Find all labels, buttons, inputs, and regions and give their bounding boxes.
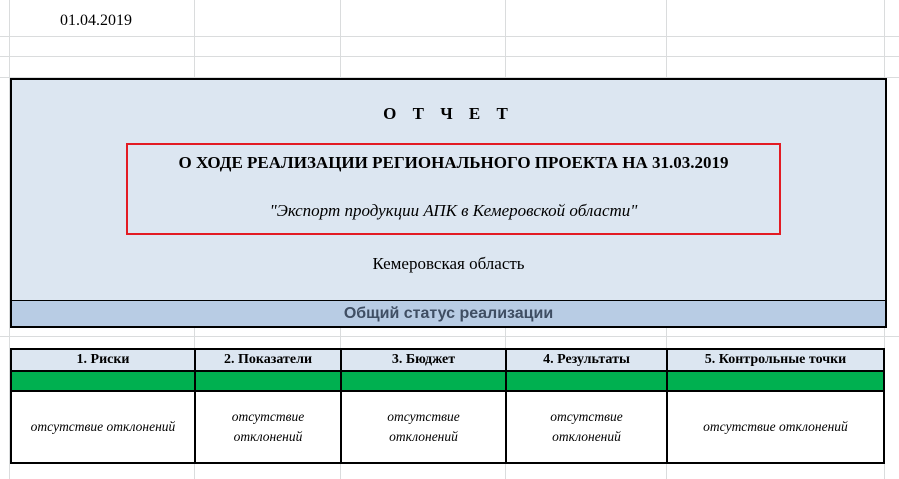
status-indicator-checkpoints[interactable]: [667, 371, 884, 391]
status-value-results[interactable]: отсутствие отклонений: [506, 391, 667, 463]
highlight-frame: [126, 143, 781, 235]
column-header-indicators[interactable]: 2. Показатели: [195, 349, 341, 371]
sheet-date-cell[interactable]: 01.04.2019: [60, 12, 132, 29]
overall-status-header[interactable]: Общий статус реализации: [10, 300, 887, 328]
report-title: О Т Ч Е Т: [383, 104, 514, 123]
report-heading: О ХОДЕ РЕАЛИЗАЦИИ РЕГИОНАЛЬНОГО ПРОЕКТА НА 31.03.2019: [178, 153, 729, 172]
column-header-budget[interactable]: 3. Бюджет: [341, 349, 506, 371]
status-indicator-row: [11, 371, 884, 391]
status-indicator-budget[interactable]: [341, 371, 506, 391]
status-value-risks[interactable]: отсутствие отклонений: [11, 391, 195, 463]
status-indicator-results[interactable]: [506, 371, 667, 391]
project-name: "Экспорт продукции АПК в Кемеровской области": [269, 201, 638, 220]
status-value-budget[interactable]: отсутствие отклонений: [341, 391, 506, 463]
region-name: Кемеровская область: [372, 254, 525, 273]
status-value-checkpoints[interactable]: отсутствие отклонений: [667, 391, 884, 463]
status-value-indicators[interactable]: отсутствие отклонений: [195, 391, 341, 463]
column-header-checkpoints[interactable]: 5. Контрольные точки: [667, 349, 884, 371]
report-header-block[interactable]: [10, 78, 887, 302]
status-table: [10, 348, 885, 464]
column-header-results[interactable]: 4. Результаты: [506, 349, 667, 371]
status-table-header-row: [11, 349, 884, 371]
status-indicator-risks[interactable]: [11, 371, 195, 391]
status-indicator-indicators[interactable]: [195, 371, 341, 391]
status-values-row: [11, 391, 884, 463]
column-header-risks[interactable]: 1. Риски: [11, 349, 195, 371]
